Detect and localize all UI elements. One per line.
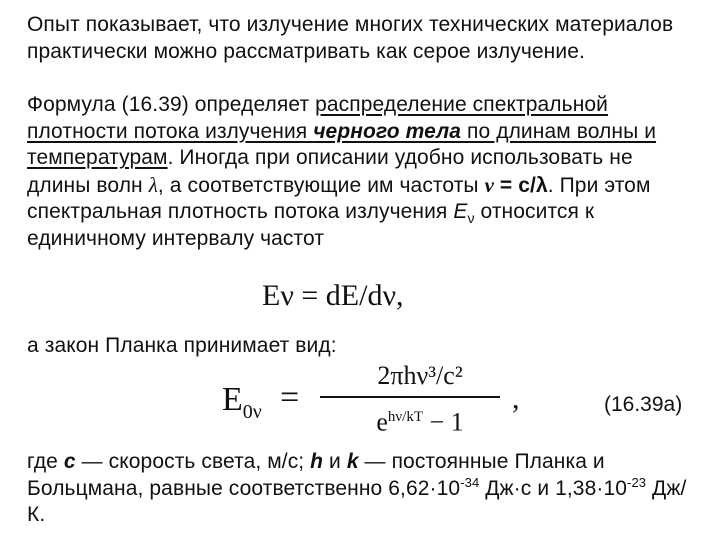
text-segment: относится к единичному интервалу частот: [27, 200, 595, 250]
planck-numerator: 2πhν³/c²: [377, 361, 463, 390]
paragraph-constants: [27, 449, 697, 529]
exponent-planck: -34: [460, 474, 480, 490]
planck-lhs: [222, 380, 262, 432]
text-segment: , а соответствующие им частоты: [157, 173, 485, 197]
exponent-boltzmann: -23: [627, 474, 647, 490]
exp-power: hν/kT: [387, 409, 423, 425]
formula-spectral-density: Eν = dE/dν,: [262, 279, 404, 312]
paragraph-gray-radiation: Опыт показывает, что излучение многих технических материалов практически можно рассматривать как серое излучение.: [27, 13, 674, 63]
planck-equals: =: [280, 379, 300, 416]
planck-lhs-symbol: E: [222, 381, 243, 418]
text-segment: — скорость света, м/с;: [75, 450, 311, 473]
energy-subscript: ν: [467, 210, 475, 227]
text-segment: где: [27, 450, 64, 473]
text-segment: и: [323, 450, 347, 473]
nu-symbol: ν: [484, 172, 494, 197]
symbol-k: k: [346, 450, 359, 473]
exp-base: e: [376, 407, 388, 437]
minus-one: − 1: [423, 407, 464, 437]
planck-lhs-subscript: 0ν: [242, 400, 262, 423]
text-segment: — постоянные Планка и Больцмана, равные соответственно 6,62·10: [27, 450, 605, 500]
paragraph-formula-description: [27, 92, 697, 253]
text-segment: . Иногда при описании удобно использовать не длины волн: [27, 146, 633, 197]
symbol-h: h: [310, 450, 324, 473]
equation-number: (16.39а): [604, 393, 683, 416]
lambda-symbol: λ: [148, 172, 158, 197]
text-segment: Дж/К.: [27, 476, 687, 527]
text-segment: . При этом спектральная плотность потока излучения: [27, 173, 651, 224]
text-segment: Формула (16.39) определяет: [27, 93, 316, 116]
symbol-c: c: [63, 450, 76, 473]
bold-italic-black-body: черного тела: [313, 119, 462, 143]
formula-planck-law: [222, 360, 522, 450]
frequency-relation: = c/λ: [494, 173, 548, 197]
underlined-text-distribution: распределение спектральной плотности потока излучения: [27, 93, 609, 143]
energy-symbol: E: [453, 200, 468, 224]
underlined-text-wavelengths: по длинам волны и температурам: [27, 119, 657, 170]
planck-denominator: [340, 400, 500, 440]
text-segment: Дж·с и 1,38·10: [479, 476, 628, 500]
planck-comma: ,: [512, 382, 520, 415]
paragraph-planck-intro: а закон Планка принимает вид:: [27, 334, 337, 357]
fraction-bar: [320, 396, 500, 398]
